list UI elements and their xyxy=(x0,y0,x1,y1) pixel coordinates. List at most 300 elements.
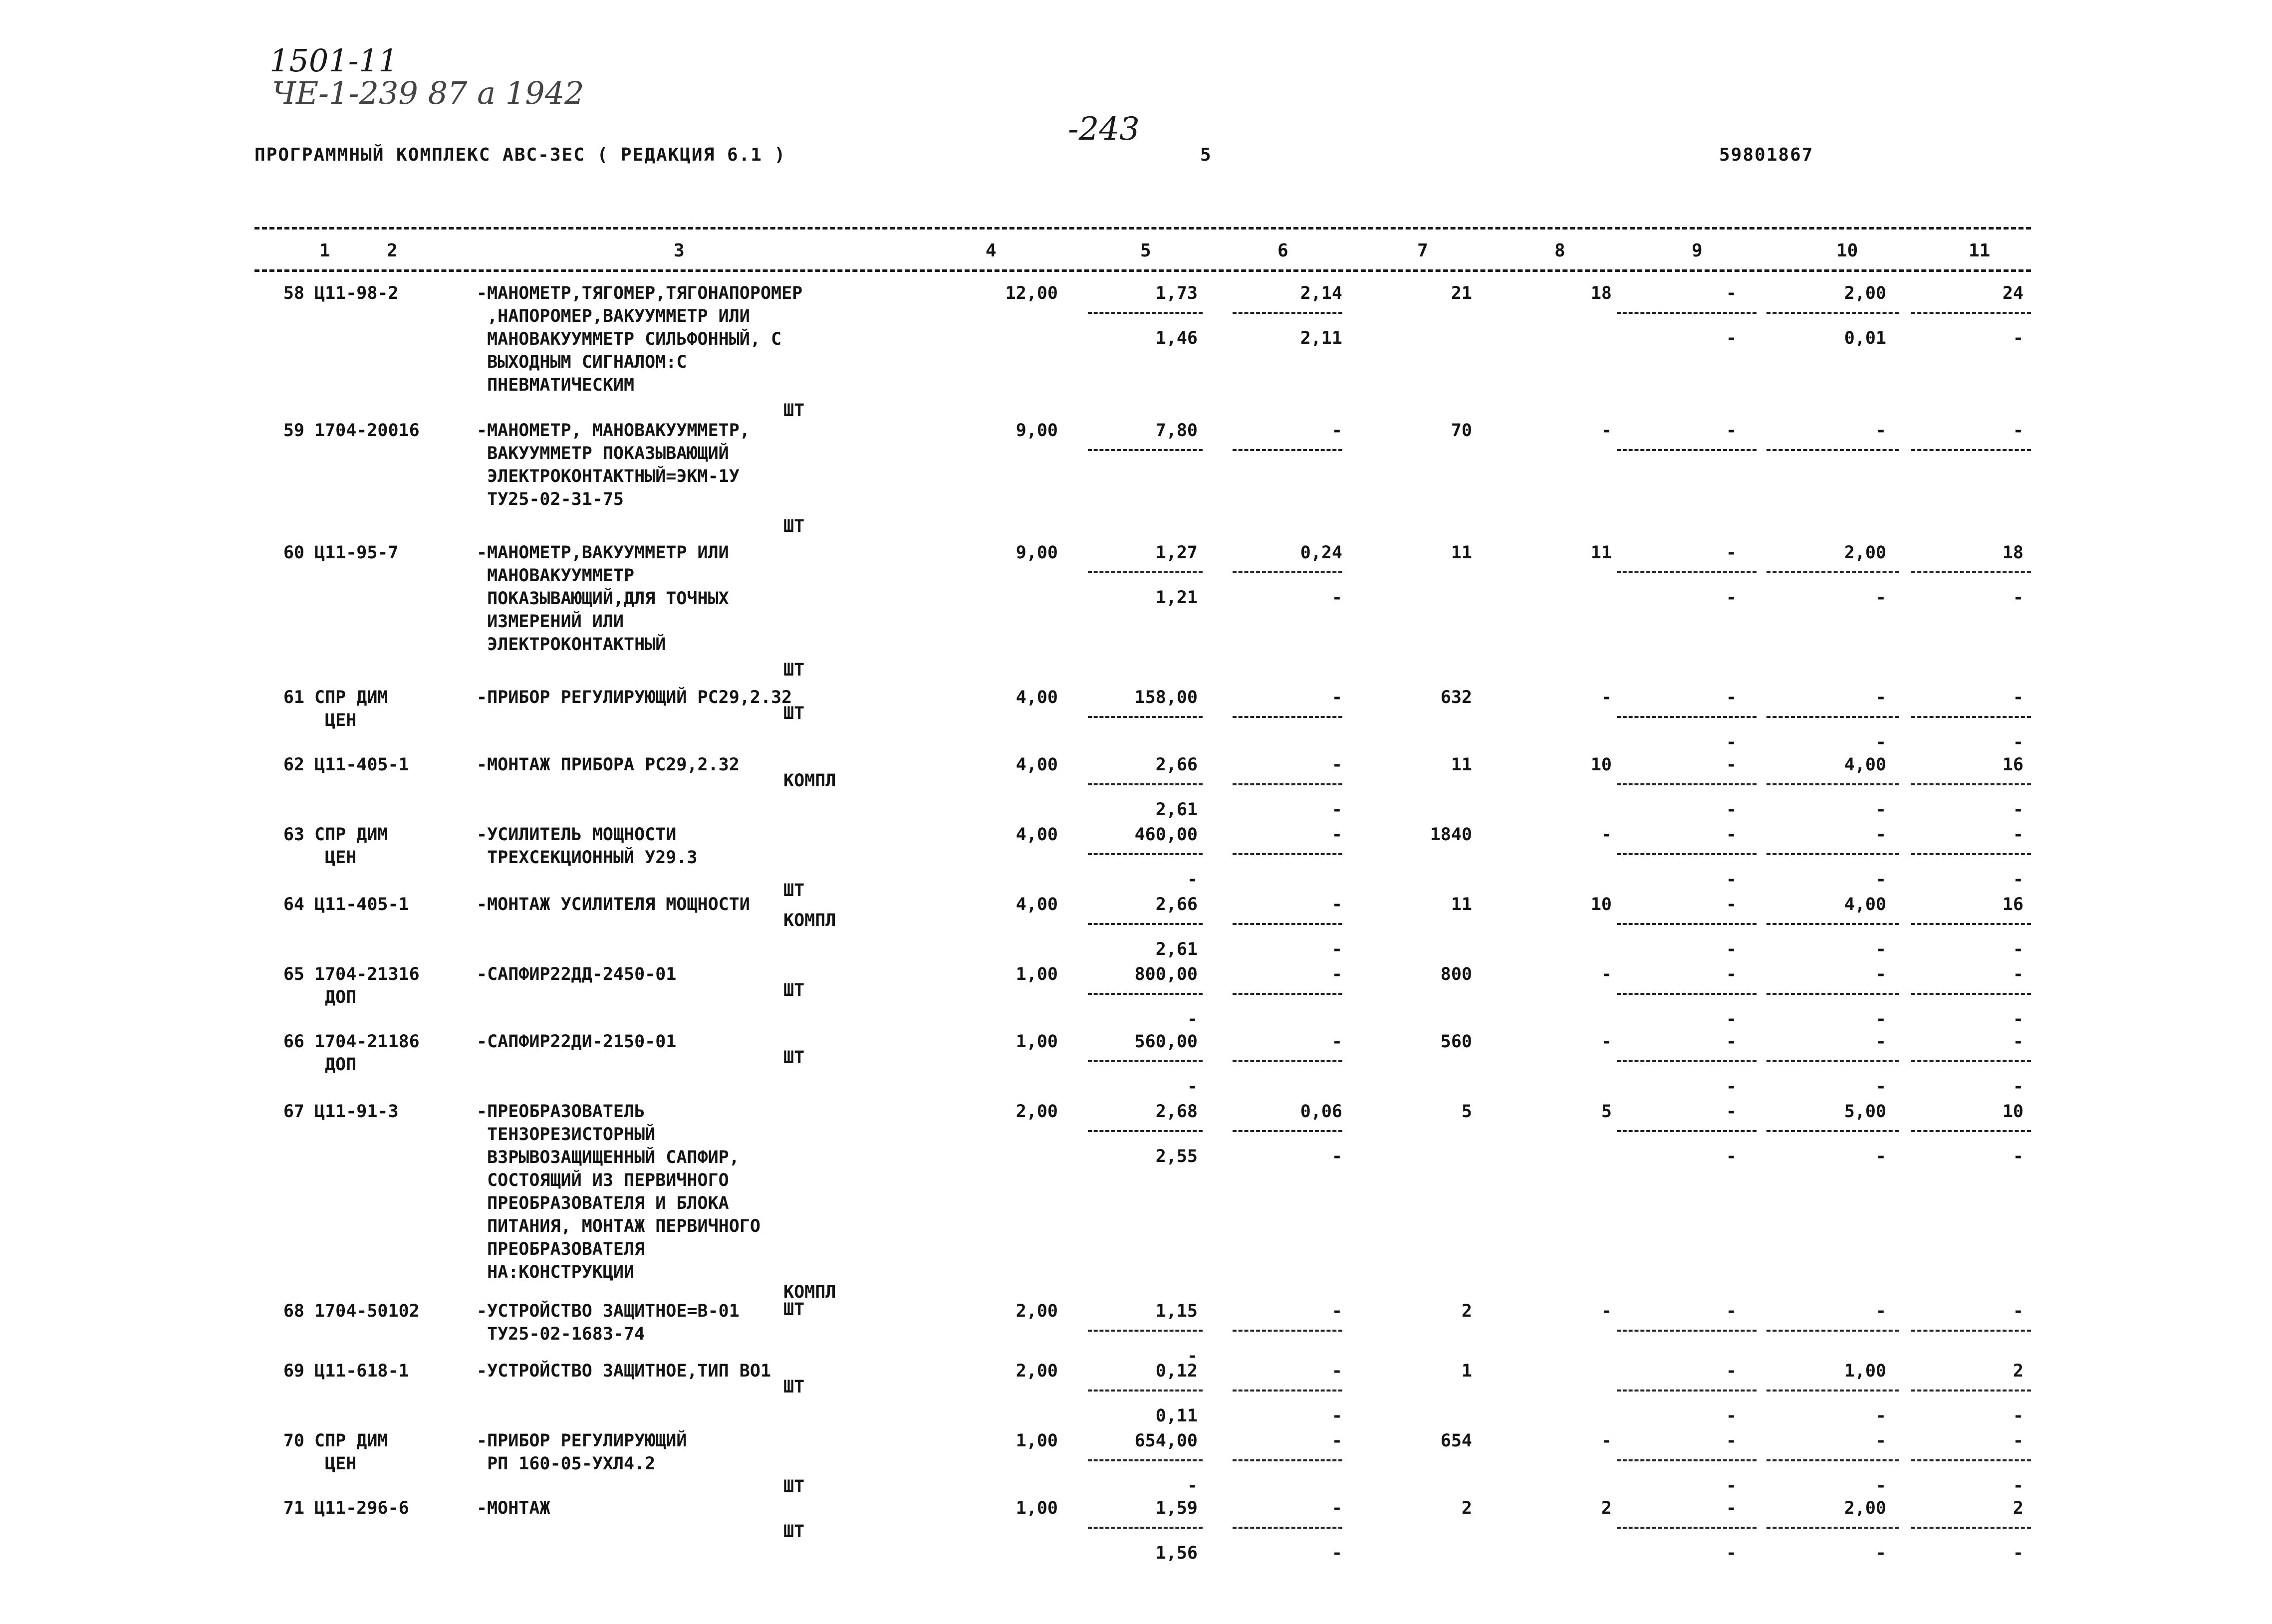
cell-c6-sub: - xyxy=(1331,800,1342,820)
cell-c6-sub: 2,11 xyxy=(1300,328,1342,348)
cell-c10-sub: - xyxy=(1875,939,1886,959)
cell-c4: 9,00 xyxy=(1015,543,1058,563)
cell-separator xyxy=(1767,1060,1899,1062)
cell-separator xyxy=(1233,1527,1342,1529)
cell-c11-sub: - xyxy=(2013,939,2023,959)
row-code: СПР ДИМ ЦЕН xyxy=(314,688,388,730)
cell-c5: 2,66 xyxy=(1155,895,1198,915)
cell-c8: 2 xyxy=(1601,1498,1612,1518)
cell-c7: 1840 xyxy=(1430,825,1472,845)
cell-c10-sub: - xyxy=(1875,1077,1886,1097)
cell-c4: 1,00 xyxy=(1015,1498,1058,1518)
cell-c9: - xyxy=(1726,1498,1737,1518)
row-description: -САПФИР22ДИ-2150-01 xyxy=(477,1032,677,1052)
cell-c5: 7,80 xyxy=(1155,421,1198,441)
cell-separator xyxy=(1767,1130,1899,1132)
header-mark: 5 xyxy=(1200,145,1212,165)
cell-c6: - xyxy=(1331,1301,1342,1321)
cell-c9: - xyxy=(1726,1032,1737,1052)
column-number: 1 xyxy=(319,240,330,261)
cell-c11-sub: - xyxy=(2013,870,2023,890)
cell-c5-sub: 1,56 xyxy=(1155,1543,1198,1563)
cell-separator xyxy=(1911,1330,2031,1332)
cell-c5-sub: 1,46 xyxy=(1155,328,1198,348)
row-number: 70 xyxy=(283,1431,304,1451)
row-code: СПР ДИМ ЦЕН xyxy=(314,825,388,868)
row-description: -ПРИБОР РЕГУЛИРУЮЩИЙ РП 160-05-УХЛ4.2 xyxy=(477,1431,687,1474)
cell-c10: 2,00 xyxy=(1844,543,1886,563)
cell-c10: - xyxy=(1875,1301,1886,1321)
cell-c6: - xyxy=(1331,825,1342,845)
cell-c7: 560 xyxy=(1440,1032,1472,1052)
column-number: 3 xyxy=(674,240,685,261)
cell-c7: 2 xyxy=(1461,1301,1472,1321)
row-number: 66 xyxy=(283,1032,304,1052)
cell-separator xyxy=(1911,923,2031,925)
cell-separator xyxy=(1617,571,1757,573)
cell-c10-sub: - xyxy=(1875,870,1886,890)
cell-c11: 18 xyxy=(2002,543,2023,563)
cell-c8: - xyxy=(1601,421,1612,441)
cell-c5: 158,00 xyxy=(1134,688,1198,707)
cell-separator xyxy=(1767,923,1899,925)
cell-c11-sub: - xyxy=(2013,800,2023,820)
cell-c11-sub: - xyxy=(2013,1543,2023,1563)
cell-c5: 1,27 xyxy=(1155,543,1198,563)
cell-c5-sub: 2,55 xyxy=(1155,1147,1198,1166)
row-unit: ШТ xyxy=(783,703,805,723)
cell-separator xyxy=(1233,449,1342,451)
row-unit: ШТ xyxy=(783,881,805,901)
cell-c7: 21 xyxy=(1451,283,1472,303)
cell-separator xyxy=(1617,1390,1757,1392)
cell-separator xyxy=(1767,1527,1899,1529)
cell-c9-sub: - xyxy=(1726,939,1737,959)
row-code: 1704-50102 xyxy=(314,1301,420,1321)
row-description: -МАНОМЕТР,ТЯГОМЕР,ТЯГОНАПОРОМЕР ,НАПОРОМЕР,ВАКУУММЕТР ИЛИ МАНОВАКУУММЕТР СИЛЬФОННЫЙ, С ВЫХОДНЫМ СИГНАЛОМ:С ПНЕВМАТИЧЕСКИМ xyxy=(477,283,803,395)
cell-c10: 2,00 xyxy=(1844,1498,1886,1518)
cell-c6: - xyxy=(1331,1498,1342,1518)
column-number: 6 xyxy=(1277,240,1288,261)
cell-c4: 1,00 xyxy=(1015,1431,1058,1451)
row-unit: КОМПЛ xyxy=(783,771,836,791)
cell-c10-sub: - xyxy=(1875,1476,1886,1496)
cell-separator xyxy=(1233,923,1342,925)
column-number: 7 xyxy=(1417,240,1428,261)
cell-c5: 0,12 xyxy=(1155,1361,1198,1381)
cell-c7: 654 xyxy=(1440,1431,1472,1451)
column-number: 5 xyxy=(1140,240,1151,261)
cell-c10: - xyxy=(1875,1431,1886,1451)
cell-c4: 4,00 xyxy=(1015,825,1058,845)
cell-c9-sub: - xyxy=(1726,588,1737,608)
cell-separator xyxy=(1911,1130,2031,1132)
cell-c8: - xyxy=(1601,1301,1612,1321)
cell-c9: - xyxy=(1726,543,1737,563)
cell-c8: 5 xyxy=(1601,1102,1612,1122)
cell-c4: 12,00 xyxy=(1005,283,1058,303)
cell-c10: - xyxy=(1875,421,1886,441)
row-unit: КОМПЛ xyxy=(783,911,836,930)
cell-c10: 1,00 xyxy=(1844,1361,1886,1381)
cell-c6: 2,14 xyxy=(1300,283,1342,303)
row-description: -САПФИР22ДД-2450-01 xyxy=(477,964,677,984)
cell-c6: 0,06 xyxy=(1300,1102,1342,1122)
cell-separator xyxy=(1233,1060,1342,1062)
cell-c11: 16 xyxy=(2002,755,2023,775)
row-code: Ц11-98-2 xyxy=(314,283,399,303)
cell-c7: 11 xyxy=(1451,895,1472,915)
cell-c5-sub: - xyxy=(1187,1077,1198,1097)
cell-c11: - xyxy=(2013,825,2023,845)
column-number: 10 xyxy=(1836,240,1858,261)
cell-c10-sub: - xyxy=(1875,1147,1886,1166)
cell-c4: 2,00 xyxy=(1015,1301,1058,1321)
cell-c10-sub: - xyxy=(1875,732,1886,752)
cell-separator xyxy=(1233,716,1342,718)
cell-c10-sub: - xyxy=(1875,588,1886,608)
cell-c10-sub: - xyxy=(1875,800,1886,820)
row-code: Ц11-91-3 xyxy=(314,1102,399,1122)
cell-c11-sub: - xyxy=(2013,328,2023,348)
cell-c9: - xyxy=(1726,688,1737,707)
cell-c9: - xyxy=(1726,421,1737,441)
cell-separator xyxy=(1617,1060,1757,1062)
cell-separator xyxy=(1617,449,1757,451)
cell-c11: 2 xyxy=(2013,1361,2023,1381)
cell-separator xyxy=(1088,1330,1203,1332)
cell-separator xyxy=(1911,449,2031,451)
cell-c11: - xyxy=(2013,1032,2023,1052)
cell-c6: 0,24 xyxy=(1300,543,1342,563)
row-number: 69 xyxy=(283,1361,304,1381)
cell-c5: 2,66 xyxy=(1155,755,1198,775)
row-unit: ШТ xyxy=(783,1300,805,1320)
handwritten-page-number: -243 xyxy=(1068,111,1140,148)
cell-separator xyxy=(1767,716,1899,718)
cell-c8: - xyxy=(1601,1032,1612,1052)
cell-c8: - xyxy=(1601,825,1612,845)
cell-c11-sub: - xyxy=(2013,1077,2023,1097)
cell-c5-sub: - xyxy=(1187,1346,1198,1366)
cell-c5-sub: - xyxy=(1187,1476,1198,1496)
cell-separator xyxy=(1233,571,1342,573)
cell-c11: - xyxy=(2013,688,2023,707)
cell-c9: - xyxy=(1726,1102,1737,1122)
cell-c5: 1,73 xyxy=(1155,283,1198,303)
row-number: 60 xyxy=(283,543,304,563)
cell-c5: 560,00 xyxy=(1134,1032,1198,1052)
row-description: -ПРЕОБРАЗОВАТЕЛЬ ТЕНЗОРЕЗИСТОРНЫЙ ВЗРЫВОЗАЩИЩЕННЫЙ САПФИР, СОСТОЯЩИЙ ИЗ ПЕРВИЧНОГО ПРЕОБРАЗОВАТЕЛЯ И БЛОКА ПИТАНИЯ, МОНТАЖ ПЕРВИЧНОГО ПРЕОБРАЗОВАТЕЛЯ НА:КОНСТРУКЦИИ xyxy=(477,1102,760,1282)
cell-c10-sub: - xyxy=(1875,1009,1886,1029)
row-unit: ШТ xyxy=(783,401,805,421)
cell-c7: 11 xyxy=(1451,755,1472,775)
row-code: 1704-21186 ДОП xyxy=(314,1032,420,1075)
cell-c7: 2 xyxy=(1461,1498,1472,1518)
cell-c5: 1,59 xyxy=(1155,1498,1198,1518)
cell-separator xyxy=(1911,783,2031,785)
handwritten-note-2: ЧЕ-1-239 87 а 1942 xyxy=(272,75,584,111)
cell-separator xyxy=(1617,1459,1757,1461)
cell-c7: 11 xyxy=(1451,543,1472,563)
column-number: 8 xyxy=(1554,240,1565,261)
cell-c10-sub: - xyxy=(1875,1543,1886,1563)
column-number: 2 xyxy=(387,240,398,261)
document-code: 59801867 xyxy=(1719,145,1814,165)
cell-c9-sub: - xyxy=(1726,1077,1737,1097)
cell-c4: 4,00 xyxy=(1015,895,1058,915)
cell-c4: 2,00 xyxy=(1015,1361,1058,1381)
cell-c11: - xyxy=(2013,1301,2023,1321)
cell-c9-sub: - xyxy=(1726,1476,1737,1496)
cell-c10: - xyxy=(1875,688,1886,707)
cell-c7: 800 xyxy=(1440,964,1472,984)
cell-c8: 10 xyxy=(1590,755,1612,775)
cell-separator xyxy=(1911,1459,2031,1461)
row-unit: ШТ xyxy=(783,980,805,1000)
cell-separator xyxy=(1088,783,1203,785)
cell-c6-sub: - xyxy=(1331,1147,1342,1166)
cell-separator xyxy=(1767,993,1899,995)
row-code: Ц11-618-1 xyxy=(314,1361,409,1381)
row-number: 61 xyxy=(283,688,304,707)
row-number: 67 xyxy=(283,1102,304,1122)
cell-separator xyxy=(1911,1060,2031,1062)
cell-separator xyxy=(1617,853,1757,855)
cell-c4: 1,00 xyxy=(1015,1032,1058,1052)
cell-separator xyxy=(1617,993,1757,995)
column-number: 11 xyxy=(1969,240,1991,261)
cell-c9: - xyxy=(1726,1431,1737,1451)
cell-c5: 800,00 xyxy=(1134,964,1198,984)
row-unit: ШТ xyxy=(783,1048,805,1068)
cell-c6-sub: - xyxy=(1331,1543,1342,1563)
cell-separator xyxy=(1911,853,2031,855)
row-number: 71 xyxy=(283,1498,304,1518)
cell-c8: - xyxy=(1601,1431,1612,1451)
cell-separator xyxy=(1233,312,1342,314)
cell-c4: 4,00 xyxy=(1015,755,1058,775)
cell-c7: 70 xyxy=(1451,421,1472,441)
cell-separator xyxy=(1767,571,1899,573)
cell-c9-sub: - xyxy=(1726,870,1737,890)
cell-c5-sub: - xyxy=(1187,870,1198,890)
cell-c8: - xyxy=(1601,688,1612,707)
row-description: -УСТРОЙСТВО ЗАЩИТНОЕ=В-01 ТУ25-02-1683-74 xyxy=(477,1301,740,1344)
cell-c10: 5,00 xyxy=(1844,1102,1886,1122)
cell-c11: - xyxy=(2013,421,2023,441)
cell-c10-sub: - xyxy=(1875,1406,1886,1426)
cell-c7: 5 xyxy=(1461,1102,1472,1122)
cell-separator xyxy=(1088,312,1203,314)
cell-separator xyxy=(1911,716,2031,718)
cell-separator xyxy=(1088,1527,1203,1529)
cell-c6: - xyxy=(1331,964,1342,984)
cell-separator xyxy=(1617,1330,1757,1332)
cell-c5-sub: - xyxy=(1187,1009,1198,1029)
cell-c11: 2 xyxy=(2013,1498,2023,1518)
cell-separator xyxy=(1911,1527,2031,1529)
cell-c9-sub: - xyxy=(1726,328,1737,348)
cell-c5: 2,68 xyxy=(1155,1102,1198,1122)
row-unit: КОМПЛ xyxy=(783,1282,836,1302)
cell-c6: - xyxy=(1331,688,1342,707)
cell-c11: - xyxy=(2013,1431,2023,1451)
cell-c6: - xyxy=(1331,1361,1342,1381)
cell-c8: 10 xyxy=(1590,895,1612,915)
cell-separator xyxy=(1233,993,1342,995)
cell-c5-sub: 2,61 xyxy=(1155,939,1198,959)
row-unit: ШТ xyxy=(783,1522,805,1542)
cell-c5-sub: 2,61 xyxy=(1155,800,1198,820)
cell-c9: - xyxy=(1726,1301,1737,1321)
row-number: 58 xyxy=(283,283,304,303)
cell-separator xyxy=(1088,716,1203,718)
row-number: 65 xyxy=(283,964,304,984)
document-title: ПРОГРАММНЫЙ КОМПЛЕКС АВС-3ЕС ( РЕДАКЦИЯ 6.1 ) xyxy=(254,145,786,165)
row-number: 63 xyxy=(283,825,304,845)
row-description: -УСТРОЙСТВО ЗАЩИТНОЕ,ТИП ВО1 xyxy=(477,1361,771,1381)
cell-c5-sub: 1,21 xyxy=(1155,588,1198,608)
cell-separator xyxy=(1233,1330,1342,1332)
row-code: Ц11-95-7 xyxy=(314,543,399,563)
cell-separator xyxy=(1233,853,1342,855)
row-number: 62 xyxy=(283,755,304,775)
cell-c11: 24 xyxy=(2002,283,2023,303)
cell-c11-sub: - xyxy=(2013,1406,2023,1426)
cell-c7: 632 xyxy=(1440,688,1472,707)
cell-c6: - xyxy=(1331,1431,1342,1451)
cell-separator xyxy=(1617,716,1757,718)
row-description: -МОНТАЖ xyxy=(477,1498,550,1518)
cell-c9: - xyxy=(1726,283,1737,303)
cell-c10: 4,00 xyxy=(1844,755,1886,775)
cell-separator xyxy=(1088,571,1203,573)
cell-c9-sub: - xyxy=(1726,1406,1737,1426)
cell-separator xyxy=(1767,1459,1899,1461)
column-number: 4 xyxy=(986,240,997,261)
cell-separator xyxy=(1911,1390,2031,1392)
cell-c4: 1,00 xyxy=(1015,964,1058,984)
cell-c10: - xyxy=(1875,964,1886,984)
row-unit: ШТ xyxy=(783,660,805,680)
row-unit: ШТ xyxy=(783,1377,805,1397)
cell-separator xyxy=(1617,312,1757,314)
row-code: Ц11-296-6 xyxy=(314,1498,409,1518)
cell-c11-sub: - xyxy=(2013,1476,2023,1496)
cell-separator xyxy=(1767,312,1899,314)
cell-c6: - xyxy=(1331,1032,1342,1052)
cell-separator xyxy=(1767,783,1899,785)
cell-c9-sub: - xyxy=(1726,1147,1737,1166)
cell-c8: 11 xyxy=(1590,543,1612,563)
row-code: Ц11-405-1 xyxy=(314,895,409,915)
cell-c10: - xyxy=(1875,1032,1886,1052)
row-description: -ПРИБОР РЕГУЛИРУЮЩИЙ РС29,2.32 xyxy=(477,688,792,707)
row-number: 68 xyxy=(283,1301,304,1321)
cell-c9: - xyxy=(1726,825,1737,845)
cell-c11-sub: - xyxy=(2013,732,2023,752)
table-top-rule xyxy=(254,227,2031,230)
cell-separator xyxy=(1617,783,1757,785)
cell-c9: - xyxy=(1726,964,1737,984)
row-code: СПР ДИМ ЦЕН xyxy=(314,1431,388,1474)
cell-separator xyxy=(1767,449,1899,451)
cell-c6: - xyxy=(1331,421,1342,441)
cell-c6: - xyxy=(1331,895,1342,915)
cell-separator xyxy=(1617,923,1757,925)
cell-separator xyxy=(1088,993,1203,995)
cell-c10: - xyxy=(1875,825,1886,845)
cell-c11: 10 xyxy=(2002,1102,2023,1122)
cell-c8: - xyxy=(1601,964,1612,984)
cell-c9-sub: - xyxy=(1726,1543,1737,1563)
cell-separator xyxy=(1233,1390,1342,1392)
row-description: -МАНОМЕТР, МАНОВАКУУММЕТР, ВАКУУММЕТР ПОКАЗЫВАЮЩИЙ ЭЛЕКТРОКОНТАКТНЫЙ=ЭКМ-1У ТУ25-02-31-75 xyxy=(477,421,750,509)
cell-c9-sub: - xyxy=(1726,732,1737,752)
column-number-header xyxy=(0,240,2272,265)
cell-c9: - xyxy=(1726,1361,1737,1381)
cell-separator xyxy=(1088,449,1203,451)
cell-c4: 2,00 xyxy=(1015,1102,1058,1122)
cell-separator xyxy=(1088,1459,1203,1461)
cell-separator xyxy=(1088,1060,1203,1062)
cell-c4: 4,00 xyxy=(1015,688,1058,707)
cell-c9-sub: - xyxy=(1726,800,1737,820)
cell-c5: 460,00 xyxy=(1134,825,1198,845)
cell-c6: - xyxy=(1331,755,1342,775)
cell-c9: - xyxy=(1726,755,1737,775)
row-description: -МОНТАЖ ПРИБОРА РС29,2.32 xyxy=(477,755,740,775)
row-unit: ШТ xyxy=(783,516,805,536)
cell-separator xyxy=(1911,993,2031,995)
column-number: 9 xyxy=(1692,240,1703,261)
cell-c9-sub: - xyxy=(1726,1009,1737,1029)
cell-c4: 9,00 xyxy=(1015,421,1058,441)
cell-c6-sub: - xyxy=(1331,588,1342,608)
cell-separator xyxy=(1233,783,1342,785)
cell-c6-sub: - xyxy=(1331,1406,1342,1426)
cell-c5-sub: 0,11 xyxy=(1155,1406,1198,1426)
row-description: -МОНТАЖ УСИЛИТЕЛЯ МОЩНОСТИ xyxy=(477,895,750,915)
cell-c11-sub: - xyxy=(2013,1147,2023,1166)
cell-separator xyxy=(1767,1390,1899,1392)
row-code: 1704-20016 xyxy=(314,421,420,441)
row-code: Ц11-405-1 xyxy=(314,755,409,775)
cell-c5: 654,00 xyxy=(1134,1431,1198,1451)
cell-c10-sub: 0,01 xyxy=(1844,328,1886,348)
cell-c11-sub: - xyxy=(2013,1009,2023,1029)
cell-separator xyxy=(1088,1130,1203,1132)
cell-separator xyxy=(1088,1390,1203,1392)
cell-separator xyxy=(1233,1130,1342,1132)
table-header-rule xyxy=(254,269,2031,272)
cell-c10: 4,00 xyxy=(1844,895,1886,915)
cell-separator xyxy=(1911,312,2031,314)
cell-c11: 16 xyxy=(2002,895,2023,915)
cell-c11-sub: - xyxy=(2013,588,2023,608)
cell-c7: 1 xyxy=(1461,1361,1472,1381)
row-number: 64 xyxy=(283,895,304,915)
cell-c9: - xyxy=(1726,895,1737,915)
row-description: -УСИЛИТЕЛЬ МОЩНОСТИ ТРЕХСЕКЦИОННЫЙ У29.3 xyxy=(477,825,698,868)
cell-separator xyxy=(1617,1130,1757,1132)
cell-c6-sub: - xyxy=(1331,939,1342,959)
cell-separator xyxy=(1767,853,1899,855)
row-description: -МАНОМЕТР,ВАКУУММЕТР ИЛИ МАНОВАКУУММЕТР ПОКАЗЫВАЮЩИЙ,ДЛЯ ТОЧНЫХ ИЗМЕРЕНИЙ ИЛИ ЭЛЕКТРОКОНТАКТНЫЙ xyxy=(477,543,729,655)
cell-separator xyxy=(1911,571,2031,573)
cell-c10: 2,00 xyxy=(1844,283,1886,303)
